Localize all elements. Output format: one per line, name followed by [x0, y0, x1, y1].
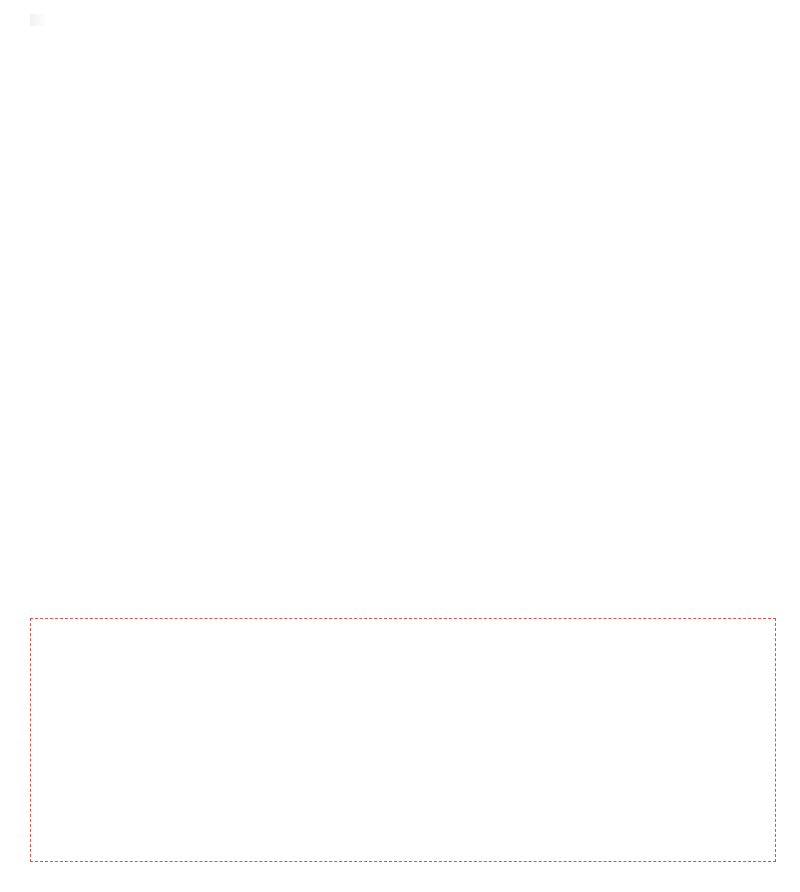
care-heading: [30, 594, 46, 610]
care-symbol-grid: [30, 618, 776, 862]
page-title: [30, 14, 48, 26]
